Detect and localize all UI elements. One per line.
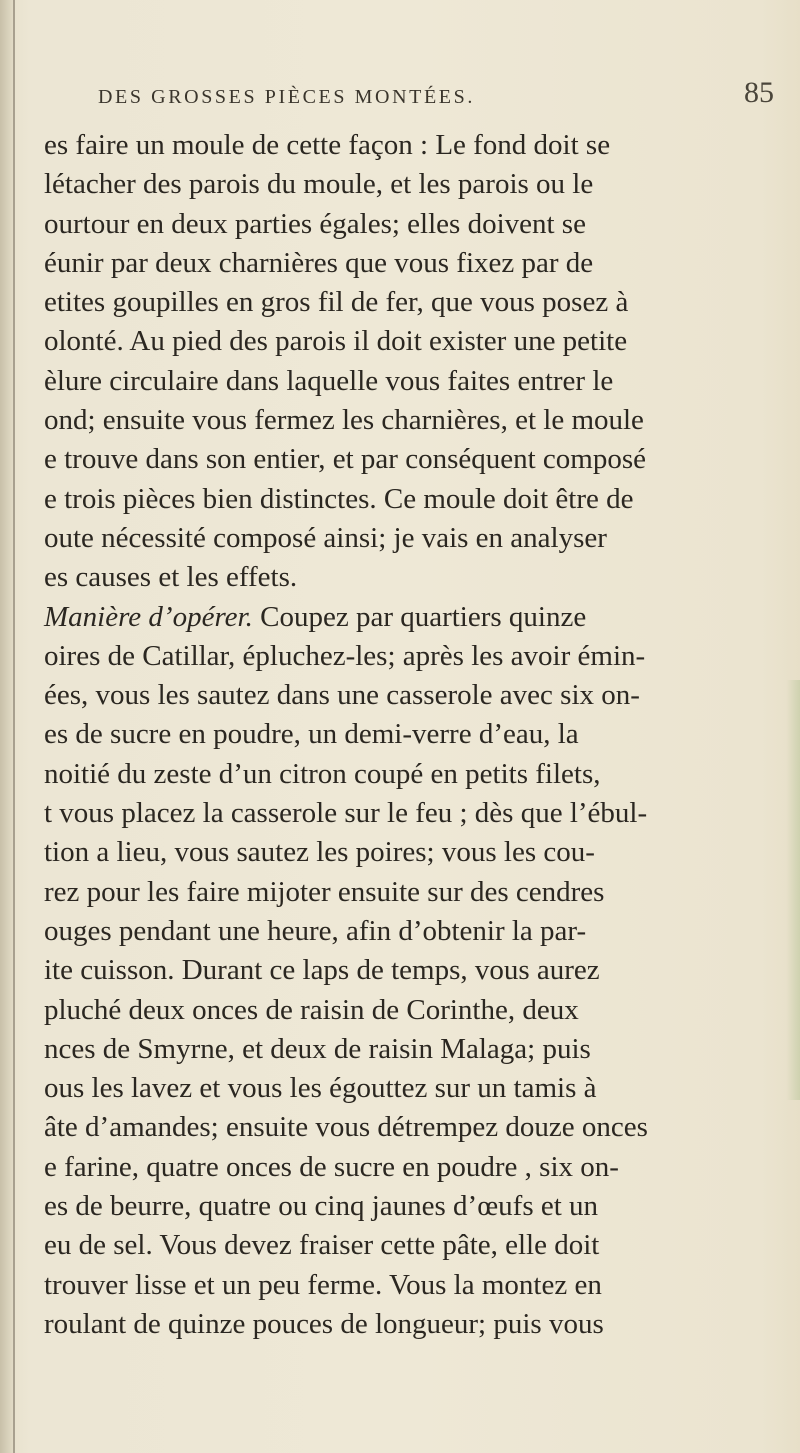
text-line: ite cuisson. Durant ce laps de temps, vous aurez — [44, 954, 600, 987]
page-number: 85 — [744, 76, 774, 109]
text-fragment: Coupez par quartiers quinze — [252, 600, 587, 633]
binding-shadow — [0, 0, 13, 1453]
text-line: tion a lieu, vous sautez les poires; vous les cou- — [44, 836, 595, 869]
page-edge-stain — [786, 680, 800, 1100]
text-line: e trouve dans son entier, et par conséquent composé — [44, 443, 647, 476]
text-line-section-start — [44, 598, 788, 637]
text-line: èlure circulaire dans laquelle vous faites entrer le — [44, 364, 614, 397]
text-line: létacher des parois du moule, et les parois ou le — [44, 168, 594, 201]
text-line: oires de Catillar, épluchez-les; après les avoir émin- — [44, 639, 646, 672]
text-line: ous les lavez et vous les égouttez sur un tamis à — [44, 1072, 597, 1105]
text-line: éunir par deux charnières que vous fixez par de — [44, 246, 594, 279]
text-line: âte d’amandes; ensuite vous détrempez douze onces — [44, 1111, 648, 1144]
text-line: eu de sel. Vous devez fraiser cette pâte, elle doit — [44, 1229, 600, 1262]
text-line: es de beurre, quatre ou cinq jaunes d’œufs et un — [44, 1190, 599, 1223]
text-line: noitié du zeste d’un citron coupé en petits filets, — [44, 757, 601, 790]
text-line: e farine, quatre onces de sucre en poudre , six on- — [44, 1150, 619, 1183]
text-line: olonté. Au pied des parois il doit exister une petite — [44, 325, 628, 358]
text-line: ouges pendant une heure, afin d’obtenir la par- — [44, 914, 587, 947]
text-line: rez pour les faire mijoter ensuite sur des cendres — [44, 875, 605, 908]
text-line: etites goupilles en gros fil de fer, que vous posez à — [44, 286, 629, 319]
body-text — [44, 126, 788, 1344]
text-line: ourtour en deux parties égales; elles doivent se — [44, 207, 586, 240]
text-line: es faire un moule de cette façon : Le fond doit se — [44, 129, 611, 161]
text-line: oute nécessité composé ainsi; je vais en analyser — [44, 521, 607, 554]
text-line: roulant de quinze pouces de longueur; puis vous — [44, 1307, 604, 1340]
text-line: ond; ensuite vous fermez les charnières, et le moule — [44, 404, 644, 437]
text-line: trouver lisse et un peu ferme. Vous la montez en — [44, 1268, 602, 1301]
text-line: es de sucre en poudre, un demi-verre d’eau, la — [44, 718, 579, 751]
text-line: pluché deux onces de raisin de Corinthe, deux — [44, 993, 579, 1026]
text-line: ées, vous les sautez dans une casserole avec six on- — [44, 679, 640, 712]
binding-edge — [13, 0, 15, 1453]
text-line: es causes et les effets. — [44, 561, 298, 594]
section-heading: Manière d’opérer. — [44, 600, 253, 633]
text-line: e trois pièces bien distinctes. Ce moule doit être de — [44, 482, 634, 515]
running-title: DES GROSSES PIÈCES MONTÉES. — [98, 86, 475, 108]
text-line: nces de Smyrne, et deux de raisin Malaga; puis — [44, 1032, 591, 1065]
text-line: t vous placez la casserole sur le feu ; dès que l’ébul- — [44, 797, 648, 830]
